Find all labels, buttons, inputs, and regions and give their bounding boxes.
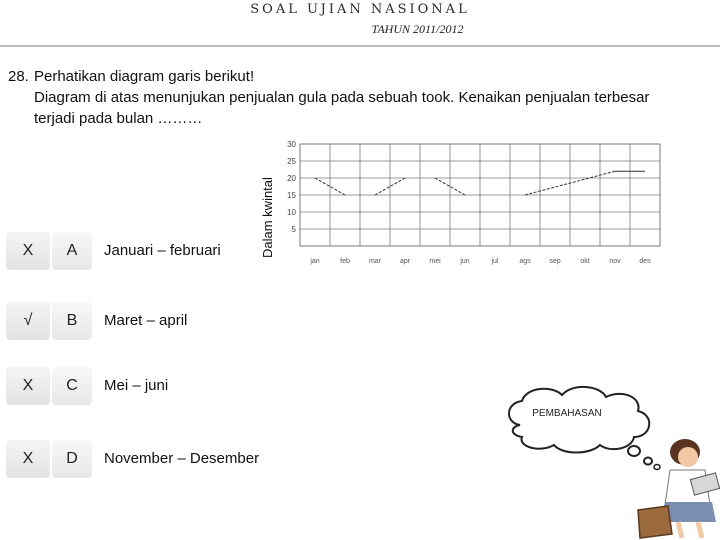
question-line-1: Perhatikan diagram garis berikut!: [34, 68, 255, 85]
chart-x-tick-label: ags: [519, 258, 531, 265]
option-text: November – Desember: [104, 450, 260, 467]
option-letter: D: [52, 440, 92, 478]
option-letter: A: [52, 232, 92, 270]
chart-x-tick-label: mei: [429, 258, 441, 265]
option-mark: X: [6, 367, 50, 405]
chart-x-tick-label: jun: [460, 258, 470, 265]
question-line-3: terjadi pada bulan ………: [34, 110, 203, 127]
chart-x-tick-label: jul: [491, 258, 499, 265]
chart-x-tick-label: mar: [368, 258, 382, 265]
option-row-d[interactable]: [0, 440, 260, 478]
chart-x-tick-label: nov: [609, 258, 621, 265]
chart-x-tick-label: feb: [340, 258, 350, 265]
chart-ylabel: Dalam kwintal: [260, 177, 275, 258]
pembahasan-button[interactable]: PEMBAHASAN: [532, 408, 602, 419]
girl-face: [678, 447, 698, 467]
chart-x-tick-label: jan: [310, 258, 320, 265]
chart-y-tick-label: 20: [287, 174, 296, 183]
chart-x-tick-label: okt: [580, 258, 590, 265]
option-mark: √: [6, 302, 50, 340]
option-mark: X: [6, 232, 50, 270]
chart-y-tick-label: 25: [287, 157, 296, 166]
chart-x-tick-label: apr: [399, 258, 411, 265]
header-year-text: TAHUN 2011/2012: [371, 22, 464, 36]
header-title: SOAL UJIAN NASIONAL: [250, 2, 470, 17]
chart-y-tick-label: 10: [287, 208, 296, 217]
chart-y-tick-label: 30: [287, 140, 296, 149]
chart-x-tick-label: sep: [549, 258, 561, 265]
option-row-c[interactable]: [0, 367, 260, 405]
student-girl-illustration: [630, 430, 720, 540]
option-letter: C: [52, 367, 92, 405]
bubble-cloud: [509, 387, 649, 453]
option-letter: B: [52, 302, 92, 340]
header-divider: [0, 45, 720, 47]
question-line-2: Diagram di atas menunjukan penjualan gula pada sebuah took. Kenaikan penjualan terbesar: [34, 89, 650, 106]
line-chart: [280, 138, 670, 270]
header-year: [0, 22, 720, 37]
option-text: Maret – april: [104, 312, 188, 329]
option-row-b[interactable]: [0, 302, 260, 340]
girl-bag: [638, 506, 672, 538]
option-text: Mei – juni: [104, 377, 169, 394]
chart-y-tick-label: 5: [291, 225, 296, 234]
option-text: Januari – februari: [104, 242, 221, 259]
chart-x-tick-label: des: [639, 258, 651, 265]
girl-leg: [678, 522, 702, 538]
question-number: 28.: [8, 68, 29, 85]
chart-y-tick-label: 15: [287, 191, 296, 200]
question-block: [8, 66, 713, 129]
option-row-a[interactable]: [0, 232, 260, 270]
option-mark: X: [6, 440, 50, 478]
